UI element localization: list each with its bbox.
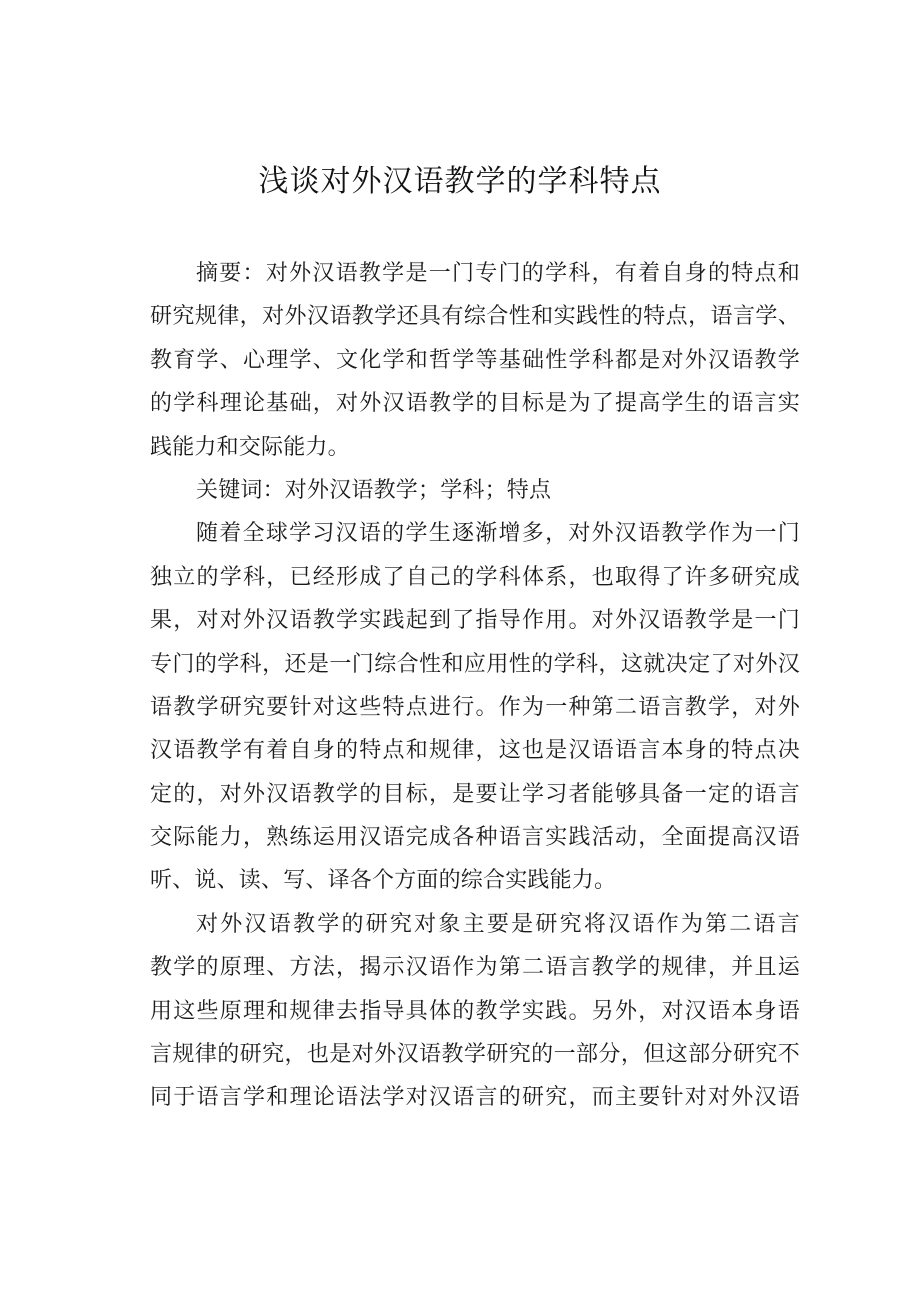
abstract-line: 践能力和交际能力。 xyxy=(150,434,350,460)
paragraph-line: 专门的学科，还是一门综合性和应用性的学科，这就决定了对外汉 xyxy=(150,651,800,677)
abstract-line: 教育学、心理学、文化学和哲学等基础性学科都是对外汉语教学 xyxy=(150,347,800,373)
paragraph-line: 汉语教学有着自身的特点和规律，这也是汉语语言本身的特点决 xyxy=(150,738,800,764)
abstract-line: 的学科理论基础，对外汉语教学的目标是为了提高学生的语言实 xyxy=(150,391,800,417)
document-body xyxy=(150,252,800,1120)
abstract-line: 研究规律，对外汉语教学还具有综合性和实践性的特点，语言学、 xyxy=(150,304,800,330)
paragraph-line: 果，对对外汉语教学实践起到了指导作用。对外汉语教学是一门 xyxy=(150,608,800,634)
paragraph-line: 用这些原理和规律去指导具体的教学实践。另外，对汉语本身语 xyxy=(150,998,800,1024)
paragraph-line: 语教学研究要针对这些特点进行。作为一种第二语言教学，对外 xyxy=(150,694,800,720)
paragraph-line: 随着全球学习汉语的学生逐渐增多，对外汉语教学作为一门 xyxy=(196,521,800,547)
paragraph-line: 言规律的研究，也是对外汉语教学研究的一部分，但这部分研究不 xyxy=(150,1042,800,1068)
abstract-line: 摘要：对外汉语教学是一门专门的学科，有着自身的特点和 xyxy=(196,261,800,286)
paragraph-line: 同于语言学和理论语法学对汉语言的研究，而主要针对对外汉语 xyxy=(150,1085,800,1111)
paragraph-line: 教学的原理、方法，揭示汉语作为第二语言教学的规律，并且运 xyxy=(150,955,800,981)
document-title: 浅谈对外汉语教学的学科特点 xyxy=(258,164,662,199)
paragraph-line: 对外汉语教学的研究对象主要是研究将汉语作为第二语言 xyxy=(196,911,800,937)
keywords-line: 关键词：对外汉语教学；学科；特点 xyxy=(196,477,552,503)
paragraph-line: 定的，对外汉语教学的目标，是要让学习者能够具备一定的语言 xyxy=(150,781,800,807)
paragraph-line: 听、说、读、写、译各个方面的综合实践能力。 xyxy=(150,868,617,894)
paragraph-line: 交际能力，熟练运用汉语完成各种语言实践活动，全面提高汉语 xyxy=(150,825,800,851)
paragraph-line: 独立的学科，已经形成了自己的学科体系，也取得了许多研究成 xyxy=(150,564,800,590)
